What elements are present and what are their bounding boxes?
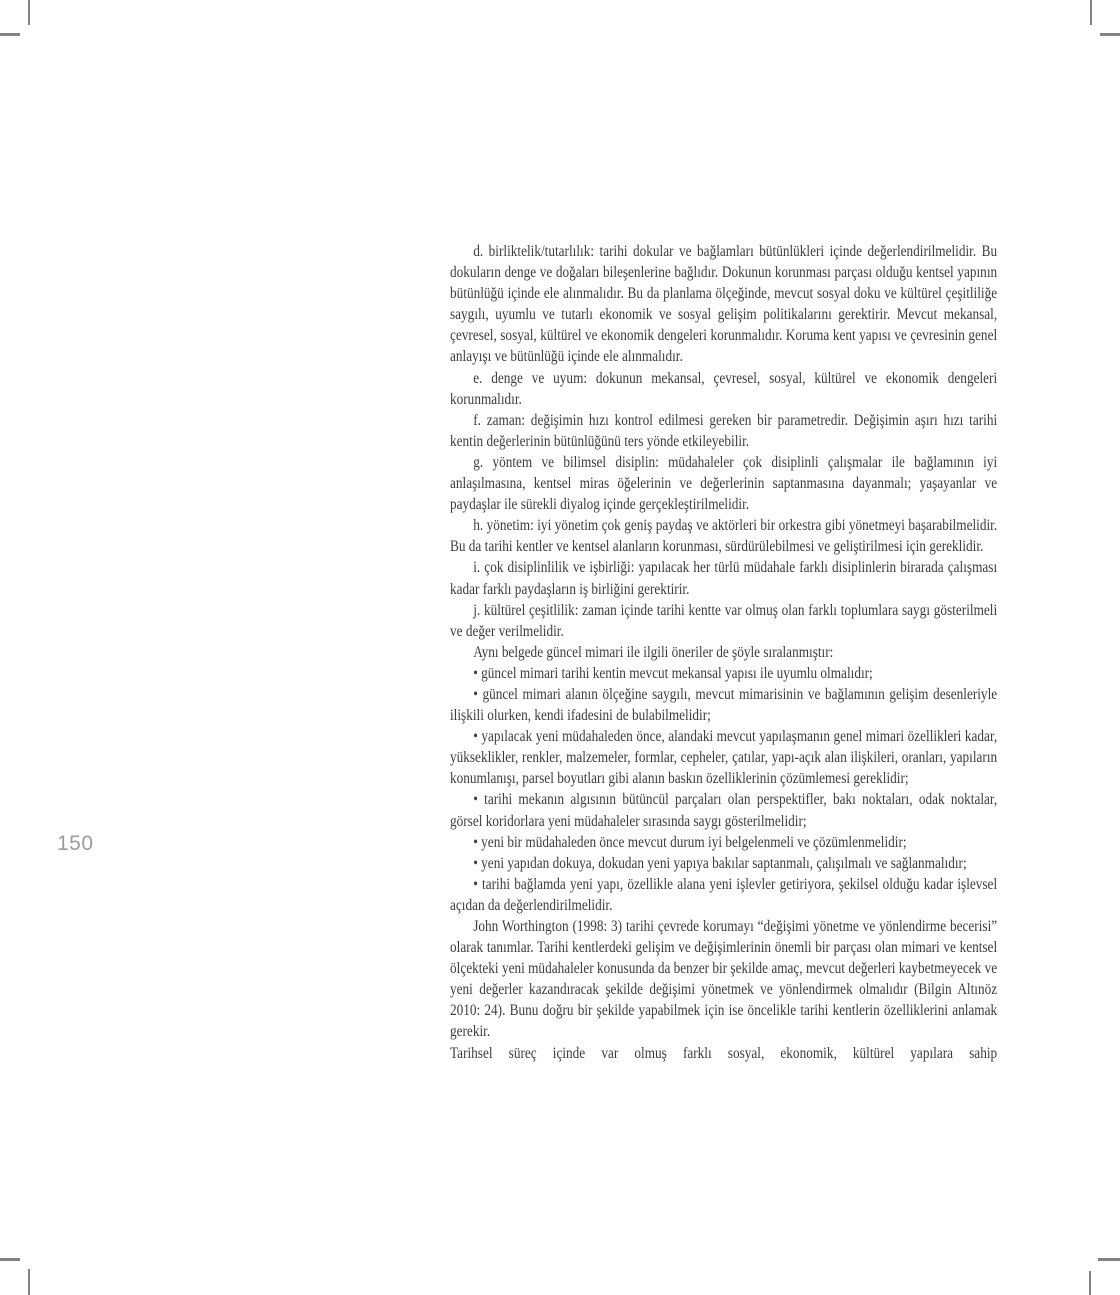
paragraph-g-yontem: g. yöntem ve bilimsel disiplin: müdahaleler çok disiplinli çalışmalar ile bağlamının iyi anlaşılmasına, kentsel miras öğelerinin ve değerlerinin saptanmasına dayanmalı; yaşayanlar ve paydaşlar ile sürekli diyalog içinde gerçekleştirilmelidir. bbox=[450, 453, 998, 514]
crop-mark-top-left-horizontal-icon bbox=[0, 33, 20, 36]
bullet-item-4: • tarihi mekanın algısının bütüncül parçaları olan perspektifler, bakı noktaları, odak noktalar, görsel koridorlara yeni müdahaleler sırasında saygı gösterilmelidir; bbox=[450, 791, 998, 830]
paragraph-tarihsel-surec: Tarihsel süreç içinde var olmuş farklı sosyal, ekonomik, kültürel yapılara sahip bbox=[450, 1044, 998, 1062]
paragraph-i-disiplinlilik: i. çok disiplinlilik ve işbirliği: yapılacak her türlü müdahale farklı disiplinlerin birarada çalışması kadar farklı paydaşların iş birliğini gerektirir. bbox=[450, 559, 998, 598]
paragraph-j-cesitlilik: j. kültürel çeşitlilik: zaman içinde tarihi kentte var olmuş olan farklı toplumlara saygı gösterilmeli ve değer verilmelidir. bbox=[450, 601, 998, 640]
crop-mark-bottom-left-vertical-icon bbox=[28, 1269, 30, 1295]
crop-mark-top-left-vertical-icon bbox=[28, 0, 30, 25]
crop-mark-bottom-right-vertical-icon bbox=[1089, 1271, 1091, 1295]
paragraph-worthington: John Worthington (1998: 3) tarihi çevrede korumayı “değişimi yönetme ve yönlendirme becerisi” olarak tanımlar. Tarihi kentlerdeki gelişim ve değişimlerinin önemli bir parçası olan mimari ve kentsel ölçekteki yeni müdahaleler konusunda da benzer bir şekilde amaç, mevcut değerleri kaybetmeyecek ve yeni değerler kazandıracak şekilde değişimi yönetmek ve yönlendirmek olmalıdır (Bilgin Altınöz 2010: 24). Bunu doğru bir şekilde yapabilmek için ise öncelikle tarihi kentlerin özelliklerini anlamak gerekir. bbox=[450, 918, 998, 1041]
crop-mark-bottom-left-horizontal-icon bbox=[0, 1258, 20, 1261]
bullet-item-6: • yeni yapıdan dokuya, dokudan yeni yapıya bakılar saptanmalı, çalışılmalı ve sağlanmalıdır; bbox=[473, 854, 967, 872]
text-column bbox=[450, 241, 997, 1064]
page-number: 150 bbox=[57, 832, 94, 855]
paragraph-h-yonetim: h. yönetim: iyi yönetim çok geniş paydaş ve aktörleri bir orkestra gibi yönetmeyi başarabilmelidir. Bu da tarihi kentler ve kentsel alanların korunması, sürdürülebilmesi ve geliştirilmesi için gereklidir. bbox=[450, 517, 998, 556]
crop-mark-top-right-vertical-icon bbox=[1090, 0, 1092, 25]
bullet-item-1: • güncel mimari tarihi kentin mevcut mekansal yapısı ile uyumlu olmalıdır; bbox=[473, 664, 873, 682]
paragraph-d-birliktelik: d. birliktelik/tutarlılık: tarihi dokular ve bağlamları bütünlükleri içinde değerlendirilmelidir. Bu dokuların denge ve doğaları bileşenlerine bağlıdır. Dokunun korunması parçası olduğu kentsel yapının bütünlüğü içinde ele alınmalıdır. Bu da planlama ölçeğinde, mevcut sosyal doku ve kültürel çeşitliliğe saygılı, uyumlu ve tutarlı ekonomik ve sosyal gelişim politikalarını gerektirir. Mevcut mekansal, çevresel, sosyal, kültürel ve ekonomik dengeleri korunmalıdır. Koruma kent yapısı ve çevresinin genel anlayışı ve bütünlüğü içinde ele alınmalıdır. bbox=[450, 243, 998, 366]
bullet-item-2: • güncel mimari alanın ölçeğine saygılı, mevcut mimarisinin ve bağlamının gelişim desenleriyle ilişkili olurken, kendi ifadesini de bulabilmelidir; bbox=[450, 685, 998, 725]
crop-mark-bottom-right-horizontal-icon bbox=[1098, 1258, 1120, 1261]
paragraph-e-denge: e. denge ve uyum: dokunun mekansal, çevresel, sosyal, kültürel ve ekonomik dengeleri korunmalıdır. bbox=[450, 369, 998, 408]
paragraph-f-zaman: f. zaman: değişimin hızı kontrol edilmesi gereken bir parametredir. Değişimin aşırı hızı tarihi kentin değerlerinin bütünlüğünü ters yönde etkileyebilir. bbox=[450, 411, 998, 450]
bullet-item-3: • yapılacak yeni müdahaleden önce, alandaki mevcut yapılaşmanın genel mimari özellikleri kadar, yükseklikler, renkler, malzemeler, formlar, cepheler, çatılar, yapı-açık alan ilişkileri, oranları, yapıların konumlanışı, parsel boyutları gibi alanın baskın özelliklerinin çözümlemesi gereklidir; bbox=[450, 728, 998, 788]
bullet-item-5: • yeni bir müdahaleden önce mevcut durum iyi belgelenmeli ve çözümlenmelidir; bbox=[473, 833, 907, 851]
paragraph-ayni-belgede: Aynı belgede güncel mimari ile ilgili öneriler de şöyle sıralanmıştır: bbox=[473, 643, 834, 661]
bullet-item-7: • tarihi bağlamda yeni yapı, özellikle alana yeni işlevler getiriyora, şekilsel olduğu kadar işlevsel açıdan da değerlendirilmelidir. bbox=[450, 875, 998, 914]
crop-mark-top-right-horizontal-icon bbox=[1100, 33, 1120, 36]
